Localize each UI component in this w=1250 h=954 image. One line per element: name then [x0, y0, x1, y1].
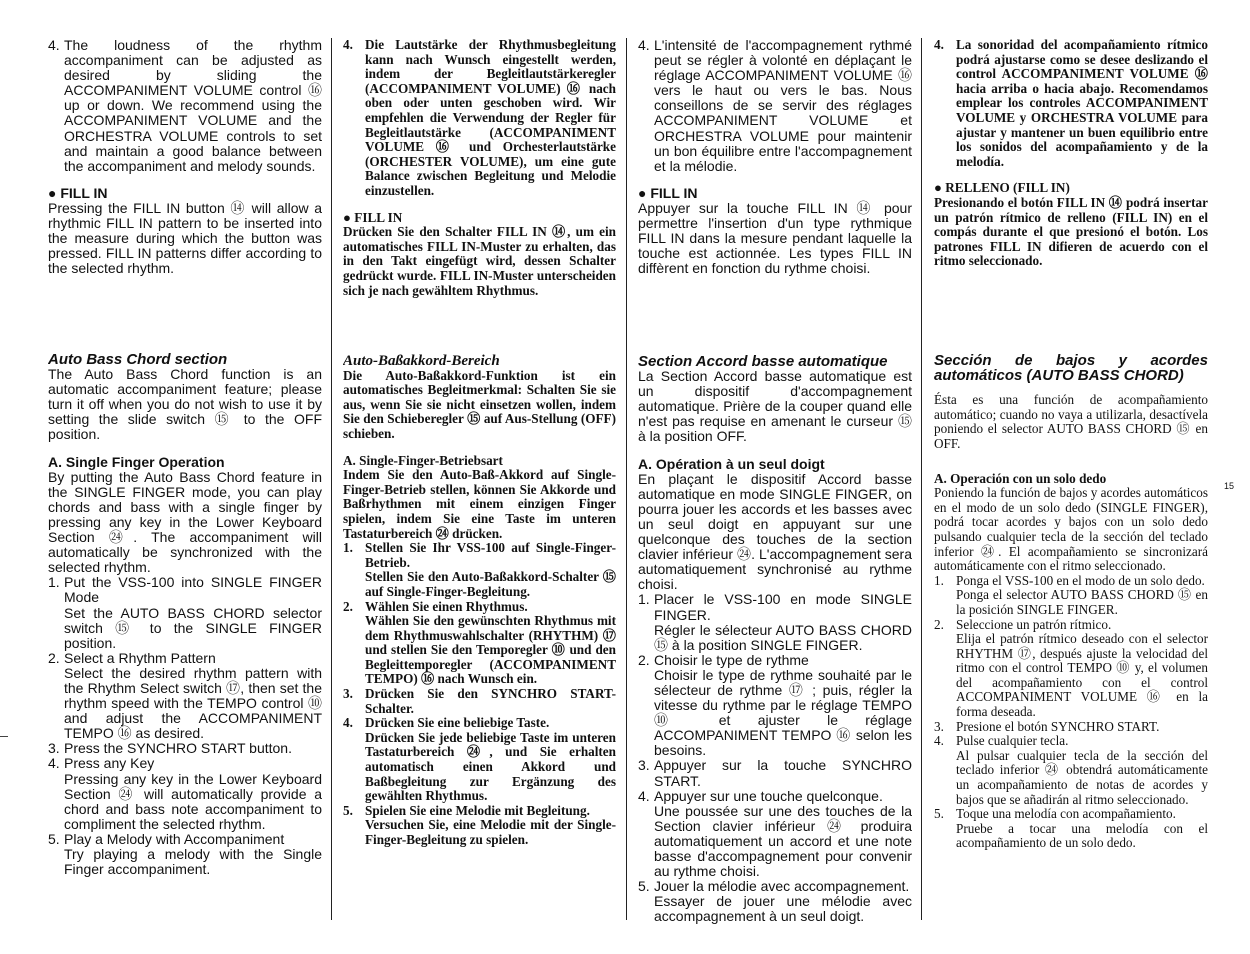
paragraph: En plaçant le dispositif Accord basse automatique en mode SINGLE FINGER, on pourra jouer les accords et les basses avec un seul doigt en appuyant sur une quelconque des touches de la section clavier inférieur ㉔. L'accompagnement sera automatiquement synchronisé au rythme choisi. [638, 470, 912, 593]
column-divider [626, 38, 627, 920]
step-number: 5. [48, 830, 60, 847]
step-text: Set the AUTO BASS CHORD selector switch ⑮ to the SINGLE FINGER position. [64, 604, 322, 651]
step-number: 2. [343, 598, 353, 614]
step-number: 1. [934, 572, 944, 588]
step-number: 3. [343, 686, 353, 702]
step-title: Press any Key [64, 755, 155, 772]
item-number: 4. [638, 38, 650, 53]
step-title: Put the VSS-100 into SINGLE FINGER Mode [64, 574, 322, 606]
step-title: Presione el botón SYNCHRO START. [956, 718, 1160, 734]
step-text: Une poussée sur une des touches de la Section clavier inférieur ㉔ produira automatiquement un accord et une note basse d'accompagnement pour convenir au rythme choisi. [654, 802, 912, 880]
column-french [638, 38, 912, 928]
step-text: Stellen Sie den Auto-Baßakkord-Schalter ⑮ auf Single-Finger-Begleitung. [365, 569, 616, 599]
step-title: Appuyer sur une touche quelconque. [654, 787, 883, 804]
step-number: 2. [638, 651, 650, 668]
step-number: 5. [934, 806, 944, 822]
subheading: ● FILL IN [638, 184, 698, 201]
step-text: Versuchen Sie, eine Melodie mit der Single-Finger-Begleitung zu spielen. [365, 817, 616, 847]
subheading: A. Single Finger Operation [48, 453, 225, 470]
step-text: Wählen Sie den gewünschten Rhythmus mit dem Rhythmuswahlschalter (RHYTHM) ⑰ und stellen Sie den Temporegler ⑩ und den Begleittemporegler (ACCOMPANIMENT TEMPO) ⑯ nach Wunsch ein. [365, 613, 616, 687]
paragraph: Die Auto-Baßakkord-Funktion ist ein automatisches Begleitmerkmal: Schalten Sie sie aus, wenn Sie sie nicht einsetzen wollen, indem Sie den Schieberegler ⑮ auf Aus-Stellung (OFF) schieben. [343, 367, 616, 441]
step-text: Elija el patrón rítmico deseado con el selector RHYTHM ⑰, después ajuste la velocidad del ritmo con el control TEMPO ⑩ y, el volumen del acompañamiento con el control ACCOMPANIMENT VOLUME ⑯ en la forma deseada. [956, 631, 1208, 720]
step-number: 2. [48, 649, 60, 666]
item-number: 4. [343, 38, 353, 52]
paragraph: L'intensité de l'accompagnement rythmé peut se régler à volonté en déplaçant le réglage ACCOMPANIMENT VOLUME ⑯ vers le haut ou vers le bas. Nous conseillons de se servir des réglages ACCOMPANIMENT VOLUME et ORCHESTRA VOLUME pour maintenir un bon équilibre entre l'accompagnement et la mélodie. [654, 38, 912, 174]
step-title: Spielen Sie eine Melodie mit Begleitung. [365, 802, 590, 818]
step-number: 1. [343, 540, 353, 556]
step-text: Pruebe a tocar una melodía con el acompañamiento de un solo dedo. [956, 820, 1208, 851]
subheading: ● FILL IN [343, 209, 403, 225]
paragraph: Die Lautstärke der Rhythmusbegleitung kann nach Wunsch eingestellt werden, indem der Begleitlautstärkeregler (ACCOMPANIMENT VOLUME) ⑯ nach oben oder unten geschoben wird. Wir empfehlen die Verwendung der Regler für Begleitlautstärke (ACCOMPANIMENT VOLUME ⑯ und Orchesterlautstärke (ORCHESTER VOLUME), um eine gute Balance zwischen Begleitung und Melodie einzustellen. [365, 38, 616, 198]
paragraph: Pressing the FILL IN button ⑭ will allow a rhythmic FILL IN pattern to be inserted into the measure during which the button was pressed. FILL IN patterns differ according to the selected rhythm. [48, 199, 322, 277]
paragraph: La sonoridad del acompañamiento rítmico podrá ajustarse como se desee deslizando el control ACCOMPANIMENT VOLUME ⑯ hacia arriba o hacia abajo. Recomendamos emplear los controles ACCOMPANIMENT VOLUME y ORCHESTRA VOLUME para ajustar y mantener un buen equilibrio entre los sonidos del acompañamiento y de la melodía. [956, 38, 1208, 169]
step-number: 4. [343, 715, 353, 731]
subheading: A. Opération à un seul doigt [638, 455, 825, 472]
item-number: 4. [934, 38, 944, 52]
paragraph: The loudness of the rhythm accompaniment can be adjusted as desired by sliding the ACCOMPANIMENT VOLUME control ⑯ up or down. We recommend using the ACCOMPANIMENT VOLUME and the ORCHESTRA VOLUME controls to set and maintain a good balance between the accompaniment and melody sounds. [64, 38, 322, 174]
step-title: Drücken Sie den SYNCHRO START-Schalter. [365, 686, 616, 716]
step-number: 3. [48, 740, 60, 757]
page-number: 15 [1224, 481, 1235, 491]
paragraph: The Auto Bass Chord function is an automatic accompaniment feature; please turn it off when you do not wish to use it by setting the slide switch ⑮ to the OFF position. [48, 366, 322, 443]
step-title: Drücken Sie eine beliebige Taste. [365, 715, 550, 731]
step-number: 1. [638, 591, 650, 608]
margin-mark [0, 736, 8, 737]
section-title: Section Accord basse automatique [638, 353, 888, 370]
step-title: Play a Melody with Accompaniment [64, 830, 285, 847]
step-text: Drücken Sie jede beliebige Taste im unteren Tastaturbereich ㉔, und Sie erhalten automatisch einen Akkord und Baßbegleitung zur Ergänzung des gewählten Rhythmus. [365, 729, 616, 804]
step-number: 4. [934, 733, 944, 749]
paragraph: Appuyer sur la touche FILL IN ⑭ pour permettre l'insertion d'un type rythmique FILL IN dans la mesure pendant laquelle la touche est actionnée. Les types FILL IN diffèrent en fonction du rythme choisi. [638, 199, 912, 277]
step-text: Select the desired rhythm pattern with the Rhythm Select switch ⑰, then set the rhythm speed with the TEMPO control ⑩ and adjust the ACCOMPANIMENT TEMPO ⑯ as desired. [64, 664, 322, 742]
step-number: 3. [934, 718, 944, 734]
step-text: Choisir le type de rythme souhaité par le sélecteur de rythme ⑰ ; puis, régler la vitesse du rythme par le réglage TEMPO ⑩ et ajuster le réglage ACCOMPANIMENT TEMPO ⑯ selon les besoins. [654, 666, 912, 759]
step-title: Ponga el VSS-100 en el modo de un solo dedo. [956, 572, 1205, 588]
paragraph: La Section Accord basse automatique est un dispositif d'accompagnement automatique. Prière de la couper quand elle n'est pas requise en amenant le curseur ⑮ à la position OFF. [638, 368, 912, 445]
step-number: 3. [638, 757, 650, 774]
step-title: Choisir le type de rythme [654, 651, 809, 668]
step-number: 2. [934, 616, 944, 632]
section-title: Sección de bajos y acordes automáticos (AUTO BASS CHORD) [934, 352, 1208, 384]
paragraph: Ésta es una función de acompañamiento automático; cuando no vaya a utilizarla, desactívela poniendo el selector AUTO BASS CHORD ⑮ en OFF. [934, 392, 1208, 451]
step-text: Pressing any key in the Lower Keyboard Section ㉔ will automatically provide a chord and bass note accompaniment to compliment the selected rhythm. [64, 770, 322, 832]
step-title: Select a Rhythm Pattern [64, 649, 216, 666]
step-text: Try playing a melody with the Single Finger accompaniment. [64, 846, 322, 878]
subheading: A. Single-Finger-Betriebsart [343, 452, 503, 468]
column-divider [921, 38, 922, 920]
step-number: 4. [48, 755, 60, 772]
step-text: Ponga el selector AUTO BASS CHORD ⑮ en la posición SINGLE FINGER. [956, 587, 1208, 617]
step-number: 4. [638, 787, 650, 804]
step-text: Régler le sélecteur AUTO BASS CHORD ⑮ à la position SINGLE FINGER. [654, 621, 912, 653]
subheading: A. Operación con un solo dedo [934, 470, 1107, 486]
step-title: Toque una melodía con acompañamiento. [956, 806, 1176, 822]
subheading: ● FILL IN [48, 184, 108, 201]
step-title: Stellen Sie Ihr VSS-100 auf Single-Finger-Betrieb. [365, 540, 616, 570]
step-title: Press the SYNCHRO START button. [64, 740, 292, 757]
section-title: Auto Bass Chord section [48, 351, 228, 368]
paragraph: Poniendo la función de bajos y acordes automáticos en el modo de un solo dedo (SINGLE FINGER), podrá tocar acordes y bajos con un solo dedo pulsando cualquier tecla de la sección del teclado inferior ㉔. El acompañamiento se sincronizará automáticamente con el ritmo seleccionado. [934, 485, 1208, 574]
step-number: 5. [638, 878, 650, 895]
paragraph: Presionando el botón FILL IN ⑭ podrá insertar un patrón rítmico de relleno (FILL IN) en el compás durante el que presionó el botón. Los patrones FILL IN difieren de acuerdo con el ritmo seleccionado. [934, 194, 1208, 269]
paragraph: By putting the Auto Bass Chord feature in the SINGLE FINGER mode, you can play chords and bass with a single finger by pressing any key in the Lower Keyboard Section ㉔. The accompaniment will automatically be synchronized with the selected rhythm. [48, 468, 322, 576]
item-number: 4. [48, 38, 60, 53]
column-english [48, 38, 322, 928]
paragraph: Indem Sie den Auto-Baß-Akkord auf Single-Finger-Betrieb stellen, können Sie Akkorde und Baßrhythmen mit einem einzigen Finger spielen, indem Sie eine Taste im unteren Tastaturbereich ㉔ drücken. [343, 467, 616, 541]
step-title: Wählen Sie einen Rhythmus. [365, 598, 528, 614]
step-title: Pulse cualquier tecla. [956, 733, 1069, 749]
step-title: Placer le VSS-100 en mode SINGLE FINGER. [654, 591, 912, 623]
section-title: Auto-Baßakkord-Bereich [343, 353, 500, 369]
step-title: Jouer la mélodie avec accompagnement. [654, 878, 910, 895]
step-title: Appuyer sur la touche SYNCHRO START. [654, 757, 912, 789]
column-german [343, 38, 616, 928]
column-divider [331, 38, 332, 920]
step-number: 5. [343, 802, 353, 818]
paragraph: Drücken Sie den Schalter FILL IN ⑭, um ein automatisches FILL IN-Muster zu erhalten, das in den Takt eingefügt wird, dessen Schalter gedrückt wurde. FILL IN-Muster unterscheiden sich je nach gewähltem Rhythmus. [343, 224, 616, 298]
subheading: ● RELLENO (FILL IN) [934, 180, 1070, 196]
step-text: Al pulsar cualquier tecla de la sección del teclado inferior ㉔ obtendrá automáticamente un acompañamiento de notas de acordes y bajos que se añadirán al ritmo seleccionado. [956, 747, 1208, 807]
step-number: 1. [48, 574, 60, 591]
column-spanish [934, 38, 1208, 928]
step-text: Essayer de jouer une mélodie avec accompagnement à un seul doigt. [654, 893, 912, 925]
step-title: Seleccione un patrón rítmico. [956, 616, 1112, 632]
